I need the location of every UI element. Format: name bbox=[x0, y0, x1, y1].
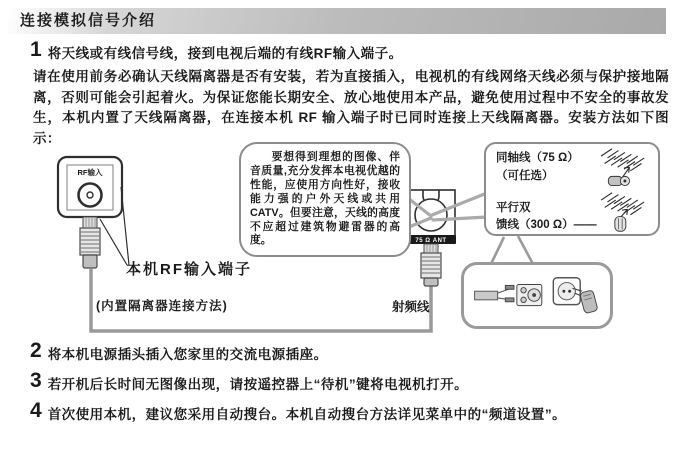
connection-diagram bbox=[0, 138, 674, 340]
rf-plug-middle-icon bbox=[421, 244, 441, 286]
matching-transformer-icon bbox=[475, 284, 542, 305]
rf-terminal-label: 本机RF输入端子 bbox=[126, 261, 252, 278]
section-header-bar bbox=[8, 8, 666, 34]
isolator-strip-label: 75 Ω ANT bbox=[415, 238, 447, 245]
antenna-options-box bbox=[484, 142, 660, 236]
coax-optional-label: （可任选） bbox=[496, 170, 554, 182]
rf-input-label: RF输入 bbox=[77, 168, 103, 177]
step-row-1 bbox=[30, 40, 403, 63]
outdoor-antenna-twin-icon bbox=[595, 190, 653, 234]
step-number: 1 bbox=[30, 38, 42, 61]
step-row-2 bbox=[30, 341, 328, 364]
coax-cable-label: 同轴线（75 Ω） bbox=[496, 152, 579, 164]
antenna-isolator-icon bbox=[408, 190, 455, 236]
step-number: 2 bbox=[30, 339, 42, 362]
builtin-method-label: (内置隔离器连接方法) bbox=[96, 299, 228, 313]
accessories-box bbox=[461, 262, 613, 329]
step-text: 若开机后长时间无图像出现，请按遥控器上“待机”键将电视机打开。 bbox=[47, 377, 469, 392]
safety-note: 请在使用前务必确认天线隔离器是否有安装，若为直接插入，电视机的有线网络天线必须与保护接地隔离，否则可能会引起着火。为保证您能长期安全、放心地使用本产品，避免使用过程中不安全的事故发生，本机内置了天线隔离器，在连接本机 RF 输入端子时已同时连接上天线隔离器。安装方法如下图示： bbox=[33, 69, 669, 146]
twin-lead-label-2: 馈线（300 Ω）—— bbox=[496, 219, 597, 231]
step-number: 3 bbox=[30, 369, 42, 392]
power-outlet-icon bbox=[553, 277, 598, 313]
step-text: 首次使用本机，建议您采用自动搜台。本机自动搜台方法详见菜单中的“频道设置”。 bbox=[47, 407, 567, 422]
step-row-3 bbox=[30, 371, 468, 394]
rf-cable-label: 射频线 bbox=[392, 300, 430, 314]
accessories-leader-lines bbox=[491, 236, 533, 264]
section-title: 连接模拟信号介绍 bbox=[20, 12, 157, 29]
outdoor-antenna-coax-icon bbox=[595, 146, 653, 192]
rf-plug-left-icon bbox=[80, 217, 100, 268]
step-number: 4 bbox=[30, 399, 42, 422]
step-text: 将天线或有线信号线，接到电视后端的有线RF输入端子。 bbox=[47, 46, 403, 61]
twin-lead-label-1: 平行双 bbox=[496, 202, 531, 214]
tv-rf-panel bbox=[58, 157, 122, 217]
step-row-4 bbox=[30, 401, 566, 424]
step-text: 将本机电源插头插入您家里的交流电源插座。 bbox=[47, 347, 328, 362]
accessories-icons bbox=[470, 272, 604, 320]
advice-speech-bubble: 要想得到理想的图像、伴音质量,充分发挥本电视优越的性能，应使用方向性好，接收能力强的户外天线或共用CATV。但要注意，天线的高度不应超过建筑物避雷器的高度。 bbox=[239, 142, 411, 257]
